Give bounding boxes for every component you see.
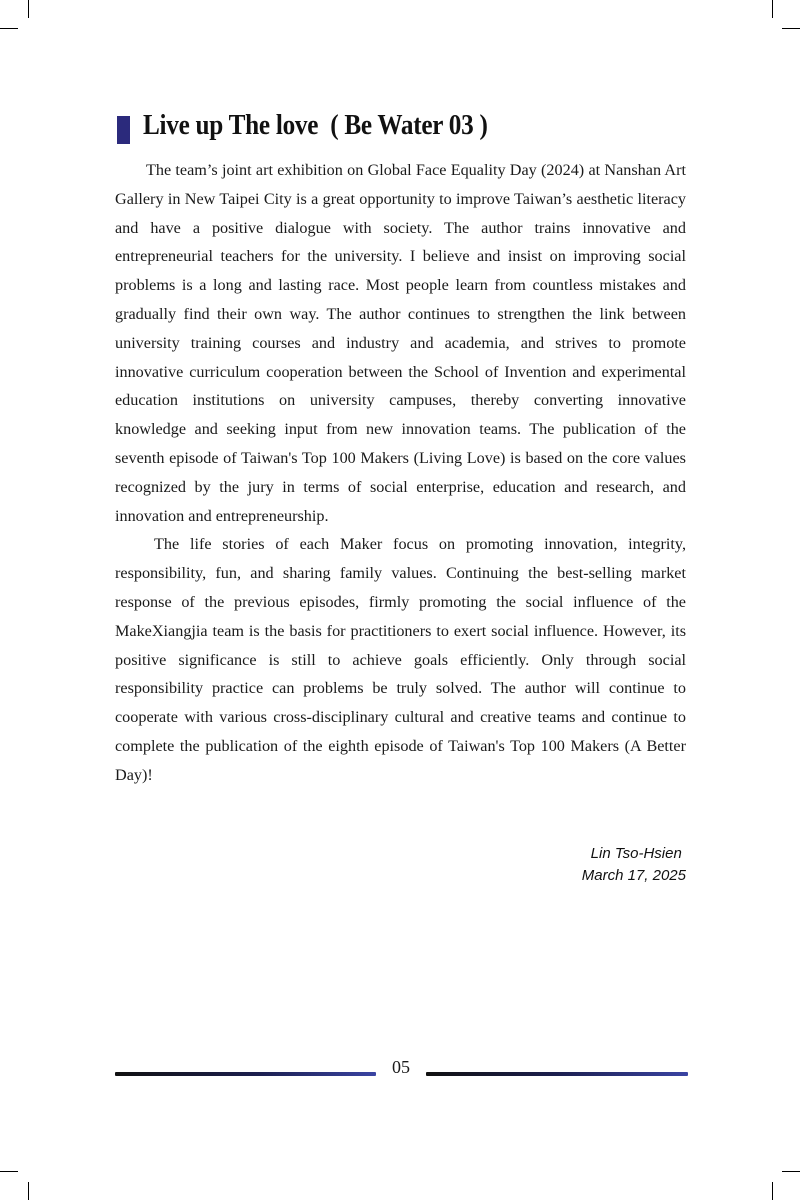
signature-date: March 17, 2025 — [581, 867, 686, 884]
page-number: 05 — [392, 1057, 410, 1077]
section-title: Live up The love ( Be Water 03 ) — [143, 110, 488, 141]
crop-mark — [28, 1182, 29, 1200]
footer-rule-left — [115, 1072, 376, 1076]
crop-mark — [772, 0, 773, 18]
crop-mark — [782, 1171, 800, 1172]
heading-marker-bar — [117, 116, 130, 144]
section-heading — [115, 108, 715, 152]
crop-mark — [28, 0, 29, 18]
crop-mark — [0, 28, 18, 29]
footer-rule-right — [426, 1072, 688, 1076]
crop-mark — [772, 1182, 773, 1200]
crop-mark — [0, 1171, 18, 1172]
body-paragraph: The team’s joint art exhibition on Global Face Equality Day (2024) at Nanshan Art Gallery in New Taipei City is a great opportunity to improve Taiwan’s aesthetic literacy and have a positive dialogue with society. The author trains innovative and entrepreneurial teachers for the university. I believe and insist on improving social problems is a long and lasting race. Most people learn from countless mistakes and gradually find their own way. The author continues to strengthen the link between university training courses and industry and academia, and strives to promote innovative curriculum cooperation between the School of Invention and experimental education institutions on university campuses, thereby converting innovative knowledge and seeking input from new innovation teams. The publication of the seventh episode of Taiwan's Top 100 Makers (Living Love) is based on the core values recognized by the jury in terms of social enterprise, education and research, and innovation and entrepreneurship. — [115, 161, 686, 525]
crop-mark — [782, 28, 800, 29]
author-name: Lin Tso-Hsien — [590, 845, 686, 862]
body-paragraph: The life stories of each Maker focus on promoting innovation, integrity, responsibility, fun, and sharing family values. Continuing the best-selling market response of the previous episodes, firmly promoting the social influence of the MakeXiangjia team is the basis for practitioners to exert social influence. However, its positive significance is still to achieve goals efficiently. Only through social responsibility practice can problems be truly solved. The author will continue to cooperate with various cross-disciplinary cultural and creative teams and continue to complete the publication of the eighth episode of Taiwan's Top 100 Makers (A Better Day)! — [115, 535, 686, 784]
article-body — [115, 156, 686, 790]
signature-block — [582, 843, 686, 887]
